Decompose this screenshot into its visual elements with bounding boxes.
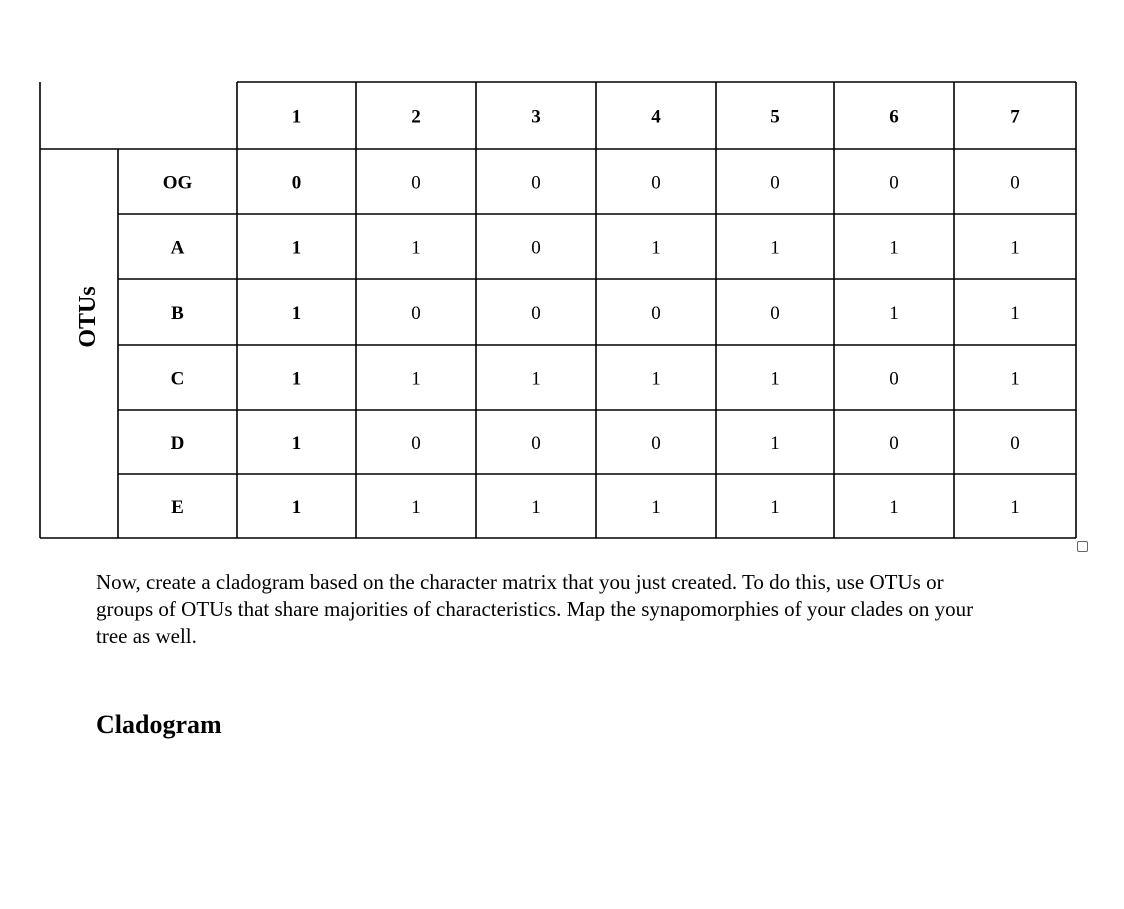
table-cell: 0 <box>651 303 661 324</box>
table-cell: 1 <box>770 368 780 390</box>
cladogram-heading: Cladogram <box>96 710 222 739</box>
table-cell: 1 <box>291 433 302 454</box>
table-cell: 0 <box>1010 172 1020 194</box>
table-cell: 0 <box>889 172 899 194</box>
table-cell: 1 <box>411 237 421 259</box>
table-cell: 1 <box>411 368 421 390</box>
table-cell: 0 <box>889 433 899 454</box>
taxon-label-A: A <box>170 237 185 259</box>
character-header-row <box>292 107 1021 128</box>
table-row <box>163 173 1020 194</box>
table-cell: 0 <box>889 368 899 390</box>
table-cell: 0 <box>531 433 541 454</box>
table-cell: 0 <box>770 303 780 324</box>
character-header-3: 3 <box>531 106 541 128</box>
resize-handle[interactable] <box>1077 541 1088 552</box>
table-cell: 0 <box>411 172 421 194</box>
taxon-label-D: D <box>170 433 185 454</box>
table-cell: 0 <box>651 172 661 194</box>
table-cell: 1 <box>291 303 302 324</box>
table-cell: 1 <box>1010 237 1020 259</box>
table-cell: 0 <box>770 172 780 194</box>
character-header-5: 5 <box>770 106 780 128</box>
character-header-4: 4 <box>651 106 661 128</box>
table-cell: 1 <box>889 303 899 324</box>
table-cell: 1 <box>770 497 780 518</box>
table-cell: 1 <box>1010 303 1020 324</box>
table-cell: 1 <box>531 497 541 518</box>
table-cell: 0 <box>1010 433 1020 454</box>
otus-group-label: OTUs <box>75 286 101 348</box>
character-header-2: 2 <box>411 106 421 128</box>
character-header-1: 1 <box>291 106 302 128</box>
table-grid <box>40 82 1076 538</box>
table-cell: 1 <box>770 237 780 259</box>
character-header-6: 6 <box>889 106 899 128</box>
table-cell: 0 <box>651 433 661 454</box>
table-cell: 0 <box>531 172 541 194</box>
table-cell: 1 <box>291 497 302 518</box>
table-cell: 1 <box>411 497 421 518</box>
table-cell: 1 <box>651 237 661 259</box>
table-row <box>171 238 1020 259</box>
table-cell: 1 <box>291 237 302 259</box>
table-cell: 0 <box>291 172 302 194</box>
taxon-label-OG: OG <box>162 172 193 194</box>
table-cell: 0 <box>531 303 541 324</box>
table-cell: 1 <box>651 368 661 390</box>
table-cell: 1 <box>889 237 899 259</box>
table-cell: 0 <box>411 433 421 454</box>
table-row <box>171 369 1020 390</box>
instructions-paragraph: Now, create a cladogram based on the character matrix that you just created. To do this, use OTUs or groups of OTUs that share majorities of characteristics. Map the synapomorphies of your clades on your tree as well. <box>96 570 974 648</box>
taxon-label-B: B <box>171 303 184 324</box>
table-cell: 1 <box>1010 497 1020 518</box>
taxon-label-E: E <box>171 497 184 518</box>
table-cell: 0 <box>531 237 541 259</box>
table-cell: 1 <box>531 368 541 390</box>
table-cell: 1 <box>770 433 780 454</box>
table-cell: 1 <box>291 368 302 390</box>
table-cell: 1 <box>1010 368 1020 390</box>
character-header-7: 7 <box>1010 106 1020 128</box>
taxon-label-C: C <box>170 368 185 390</box>
table-row <box>171 433 1020 454</box>
table-cell: 1 <box>651 497 661 518</box>
table-cell: 0 <box>411 303 421 324</box>
table-cell: 1 <box>889 497 899 518</box>
